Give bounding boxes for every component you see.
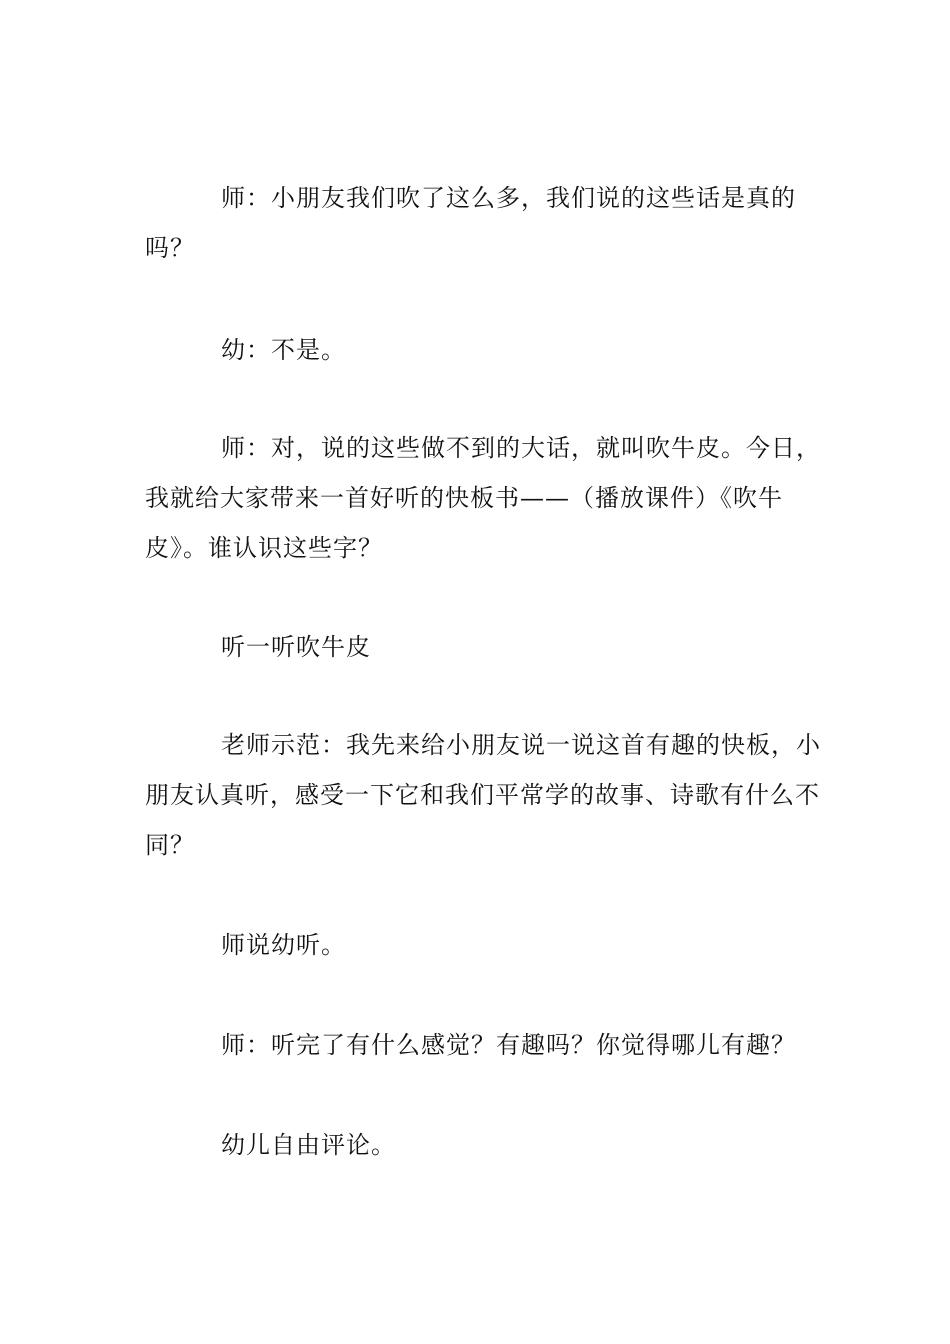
paragraph-child-answer: 幼：不是。	[221, 336, 346, 364]
paragraph-teacher-intro: 师：对，说的这些做不到的大话，就叫吹牛皮。今日，我就给大家带来一首好听的快板书——（播放课件）《吹牛皮》。谁认识这些字？	[145, 434, 821, 562]
paragraph-teacher-reads: 师说幼听。	[221, 931, 346, 959]
paragraph-teacher-demo: 老师示范：我先来给小朋友说一说这首有趣的快板，小朋友认真听，感受一下它和我们平常学的故事、诗歌有什么不同？	[145, 731, 821, 859]
paragraph-section-heading: 听一听吹牛皮	[221, 633, 371, 661]
paragraph-teacher-question: 师：小朋友我们吹了这么多，我们说的这些话是真的吗？	[145, 184, 796, 262]
paragraph-children-discuss: 幼儿自由评论。	[221, 1131, 396, 1159]
paragraph-teacher-asks: 师：听完了有什么感觉？有趣吗？你觉得哪儿有趣？	[221, 1031, 796, 1059]
